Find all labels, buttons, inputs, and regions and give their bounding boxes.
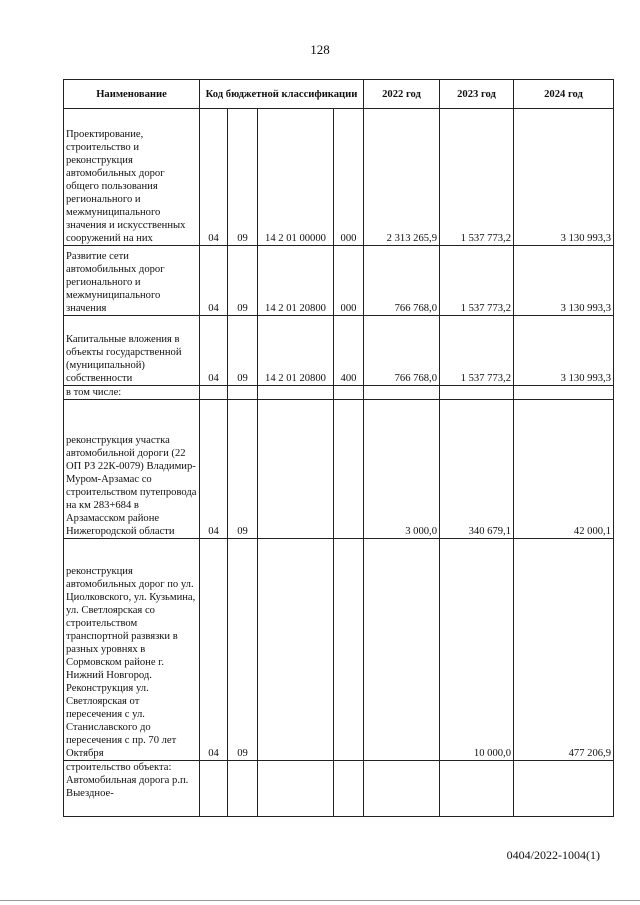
header-2024: 2024 год (514, 80, 614, 109)
row-vr (334, 400, 364, 539)
row-2024: 477 206,9 (514, 539, 614, 761)
row-2023: 1 537 773,2 (440, 109, 514, 246)
row-pr: 09 (228, 246, 258, 316)
bottom-scan-line (0, 900, 640, 901)
row-csr: 14 2 01 20800 (258, 246, 334, 316)
table-row (64, 539, 614, 761)
row-2023: 340 679,1 (440, 400, 514, 539)
row-vr (334, 539, 364, 761)
row-name: реконструкция автомобильных дорог по ул. Циолковского, ул. Кузьмина, ул. Светлоярская со строительством транспортной развязки в разных уровнях в Сормовском районе г. Нижний Новгород. Реконструкция ул. Светлоярская от пересечения с ул. Станиславского до пересечения с пр. 70 лет Октября (64, 539, 200, 761)
row-2024: 3 130 993,3 (514, 316, 614, 386)
row-name: Капитальные вложения в объекты государственной (муниципальной) собственности (64, 316, 200, 386)
row-2023: 1 537 773,2 (440, 246, 514, 316)
row-name: реконструкция участка автомобильной дороги (22 ОП РЗ 22К-0079) Владимир-Муром-Арзамас со строительством путепровода на км 283+684 в Арзамасском районе Нижегородской области (64, 400, 200, 539)
row-vr: 400 (334, 316, 364, 386)
row-name: Развитие сети автомобильных дорог регионального и межмуниципального значения (64, 246, 200, 316)
row-2022: 2 313 265,9 (364, 109, 440, 246)
row-name: строительство объекта: Автомобильная дорога р.п. Выездное- (64, 761, 200, 817)
header-2023: 2023 год (440, 80, 514, 109)
row-rz: 04 (200, 400, 228, 539)
row-2022: 766 768,0 (364, 246, 440, 316)
table-row (64, 400, 614, 539)
row-name: в том числе: (64, 386, 200, 400)
row-vr: 000 (334, 109, 364, 246)
row-name: Проектирование, строительство и реконструкция автомобильных дорог общего пользования регионального и межмуниципального значения и искусственных сооружений на них (64, 109, 200, 246)
row-2023: 1 537 773,2 (440, 316, 514, 386)
table-row (64, 316, 614, 386)
row-vr: 000 (334, 246, 364, 316)
row-csr (258, 539, 334, 761)
row-rz: 04 (200, 246, 228, 316)
row-pr: 09 (228, 400, 258, 539)
row-rz: 04 (200, 109, 228, 246)
table-row (64, 109, 614, 246)
page-number: 128 (310, 42, 330, 57)
row-2022 (364, 539, 440, 761)
header-2022: 2022 год (364, 80, 440, 109)
row-2024: 42 000,1 (514, 400, 614, 539)
row-csr (258, 400, 334, 539)
header-code: Код бюджетной классификации (200, 80, 364, 109)
row-csr: 14 2 01 00000 (258, 109, 334, 246)
document-id: 0404/2022-1004(1) (506, 848, 600, 862)
table-row (64, 386, 614, 400)
header-name: Наименование (64, 80, 200, 109)
row-rz: 04 (200, 539, 228, 761)
row-pr: 09 (228, 109, 258, 246)
table-header-row (64, 80, 614, 109)
row-2024: 3 130 993,3 (514, 246, 614, 316)
row-2023: 10 000,0 (440, 539, 514, 761)
row-rz: 04 (200, 316, 228, 386)
row-csr: 14 2 01 20800 (258, 316, 334, 386)
budget-table (63, 79, 614, 817)
row-2024: 3 130 993,3 (514, 109, 614, 246)
row-pr: 09 (228, 539, 258, 761)
row-2022: 3 000,0 (364, 400, 440, 539)
row-2022: 766 768,0 (364, 316, 440, 386)
table-row (64, 246, 614, 316)
table-row (64, 761, 614, 817)
row-pr: 09 (228, 316, 258, 386)
